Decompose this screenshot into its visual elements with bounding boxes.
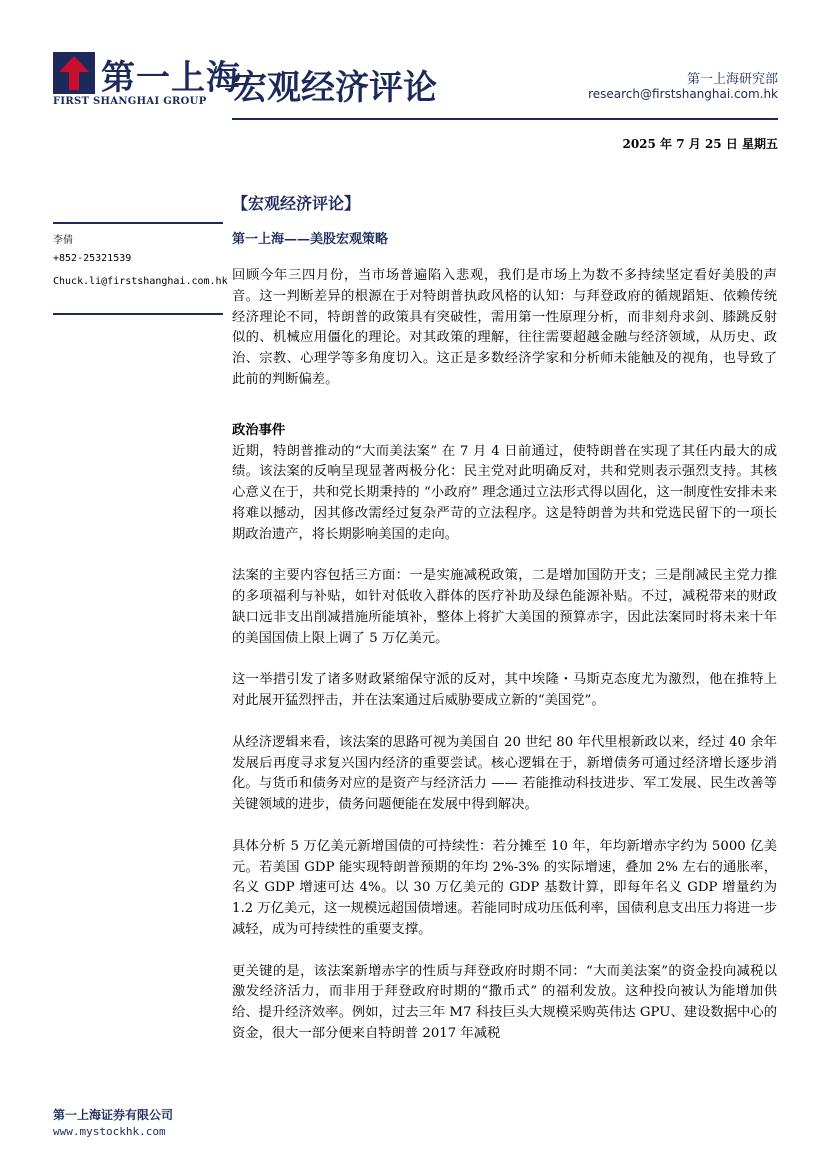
body-paragraph: 这一举措引发了诸多财政紧缩保守派的反对，其中埃隆・马斯克态度尤为激烈，他在推特上对此展开猛烈抨击，并在法案通过后威胁要成立新的“美国党”。	[232, 672, 777, 709]
author-name: 李倩	[53, 235, 73, 246]
article-body	[232, 266, 777, 1065]
company-logo	[53, 52, 241, 108]
section-tag: 【宏观经济评论】	[232, 194, 361, 213]
body-paragraph: 法案的主要内容包括三方面：一是实施减税政策，二是增加国防开支；三是削减民主党力推的多项福利与补贴，如针对低收入群体的医疗补助及绿色能源补贴。不过，减税带来的财政缺口远非支出削减措施所能填补，整体上将扩大美国的预算赤字，因此法案同时将未来十年的美国国债上限上调了 5 万亿美元。	[232, 568, 777, 646]
section-heading: 政治事件	[232, 422, 286, 438]
department-name: 第一上海研究部	[686, 72, 778, 87]
footer-company: 第一上海证券有限公司	[53, 1108, 174, 1122]
footer-website-link[interactable]: www.mystockhk.com	[53, 1125, 166, 1138]
logo-english-name: FIRST SHANGHAI GROUP	[53, 96, 207, 107]
body-paragraph: 更关键的是，该法案新增赤字的性质与拜登政府时期不同：“大而美法案”的资金投向减税以激发经济活力，而非用于拜登政府时期的“撒币式” 的福利发放。这种投向被认为能增加供给、提升经济效率。例如，过去三年 M7 科技巨头大规模采购英伟达 GPU、建设数据中心的资金，很大一部分便来自特朗普 2017 年减税	[232, 963, 777, 1041]
department-email-link[interactable]: research@firstshanghai.com.hk	[588, 87, 778, 101]
body-paragraph: 从经济逻辑来看，该法案的思路可视为美国自 20 世纪 80 年代里根新政以来，经过 40 余年发展后再度寻求复兴国内经济的重要尝试。核心逻辑在于，新增债务可通过经济增长逐步消化。与货币和债务对应的是资产与经济活力 —— 若能推动科技进步、军工发展、民生改善等关键领域的进步，债务问题便能在发展中得到解决。	[232, 734, 777, 813]
author-email-link[interactable]: Chuck.li@firstshanghai.com.hk	[53, 276, 228, 287]
intro-paragraph: 回顾今年三四月份，当市场普遍陷入悲观，我们是市场上为数不多持续坚定看好美股的声音。这一判断差异的根源在于对特朗普执政风格的认知：与拜登政府的循规蹈矩、依赖传统经济理论不同，特朗普的政策具有突破性，需用第一性原理分析，而非刻舟求剑、膝跳反射似的、机械应用僵化的理论。对其政策的理解，往往需要超越金融与经济领域，从历史、政治、宗教、心理学等多角度切入。这正是多数经济学家和分析师未能触及的视角，也导致了此前的判断偏差。	[232, 268, 777, 387]
logo-arrow-icon	[53, 52, 95, 94]
sidebar-divider-bottom	[53, 313, 223, 315]
sidebar-divider-top	[53, 222, 223, 224]
author-phone: +852-25321539	[53, 253, 132, 264]
body-paragraph: 具体分析 5 万亿美元新增国债的可持续性：若分摊至 10 年，年均新增赤字约为 5000 亿美元。若美国 GDP 能实现特朗普预期的年均 2%-3% 的实际增速，叠加 2% 左右的通胀率，名义 GDP 增速可达 4%。以 30 万亿美元的 GDP 基数计算，即每年名义 GDP 增量约为 1.2 万亿美元，这一规模远超国债增速。若能同时成功压低利率，国债利息支出压力将进一步减轻，成为可持续性的重要支撑。	[232, 838, 777, 937]
article-subtitle: 第一上海——美股宏观策略	[232, 232, 389, 247]
logo-chinese-name: 第一上海	[101, 58, 241, 98]
publication-title: 宏观经济评论	[233, 68, 437, 108]
header-divider	[232, 118, 778, 120]
report-date: 2025 年 7 月 25 日 星期五	[622, 137, 778, 151]
body-paragraph: 近期，特朗普推动的“大而美法案” 在 7 月 4 日前通过，使特朗普在实现了其任内最大的成绩。该法案的反响呈现显著两极分化：民主党对此明确反对，共和党则表示强烈支持。其核心意义在于，共和党长期秉持的 “小政府” 理念通过立法形式得以固化，这一制度性安排未来将难以撼动，因其修改需经过复杂严苛的立法程序。这是特朗普为共和党选民留下的一项长期政治遗产，将长期影响美国的走向。	[232, 443, 777, 542]
